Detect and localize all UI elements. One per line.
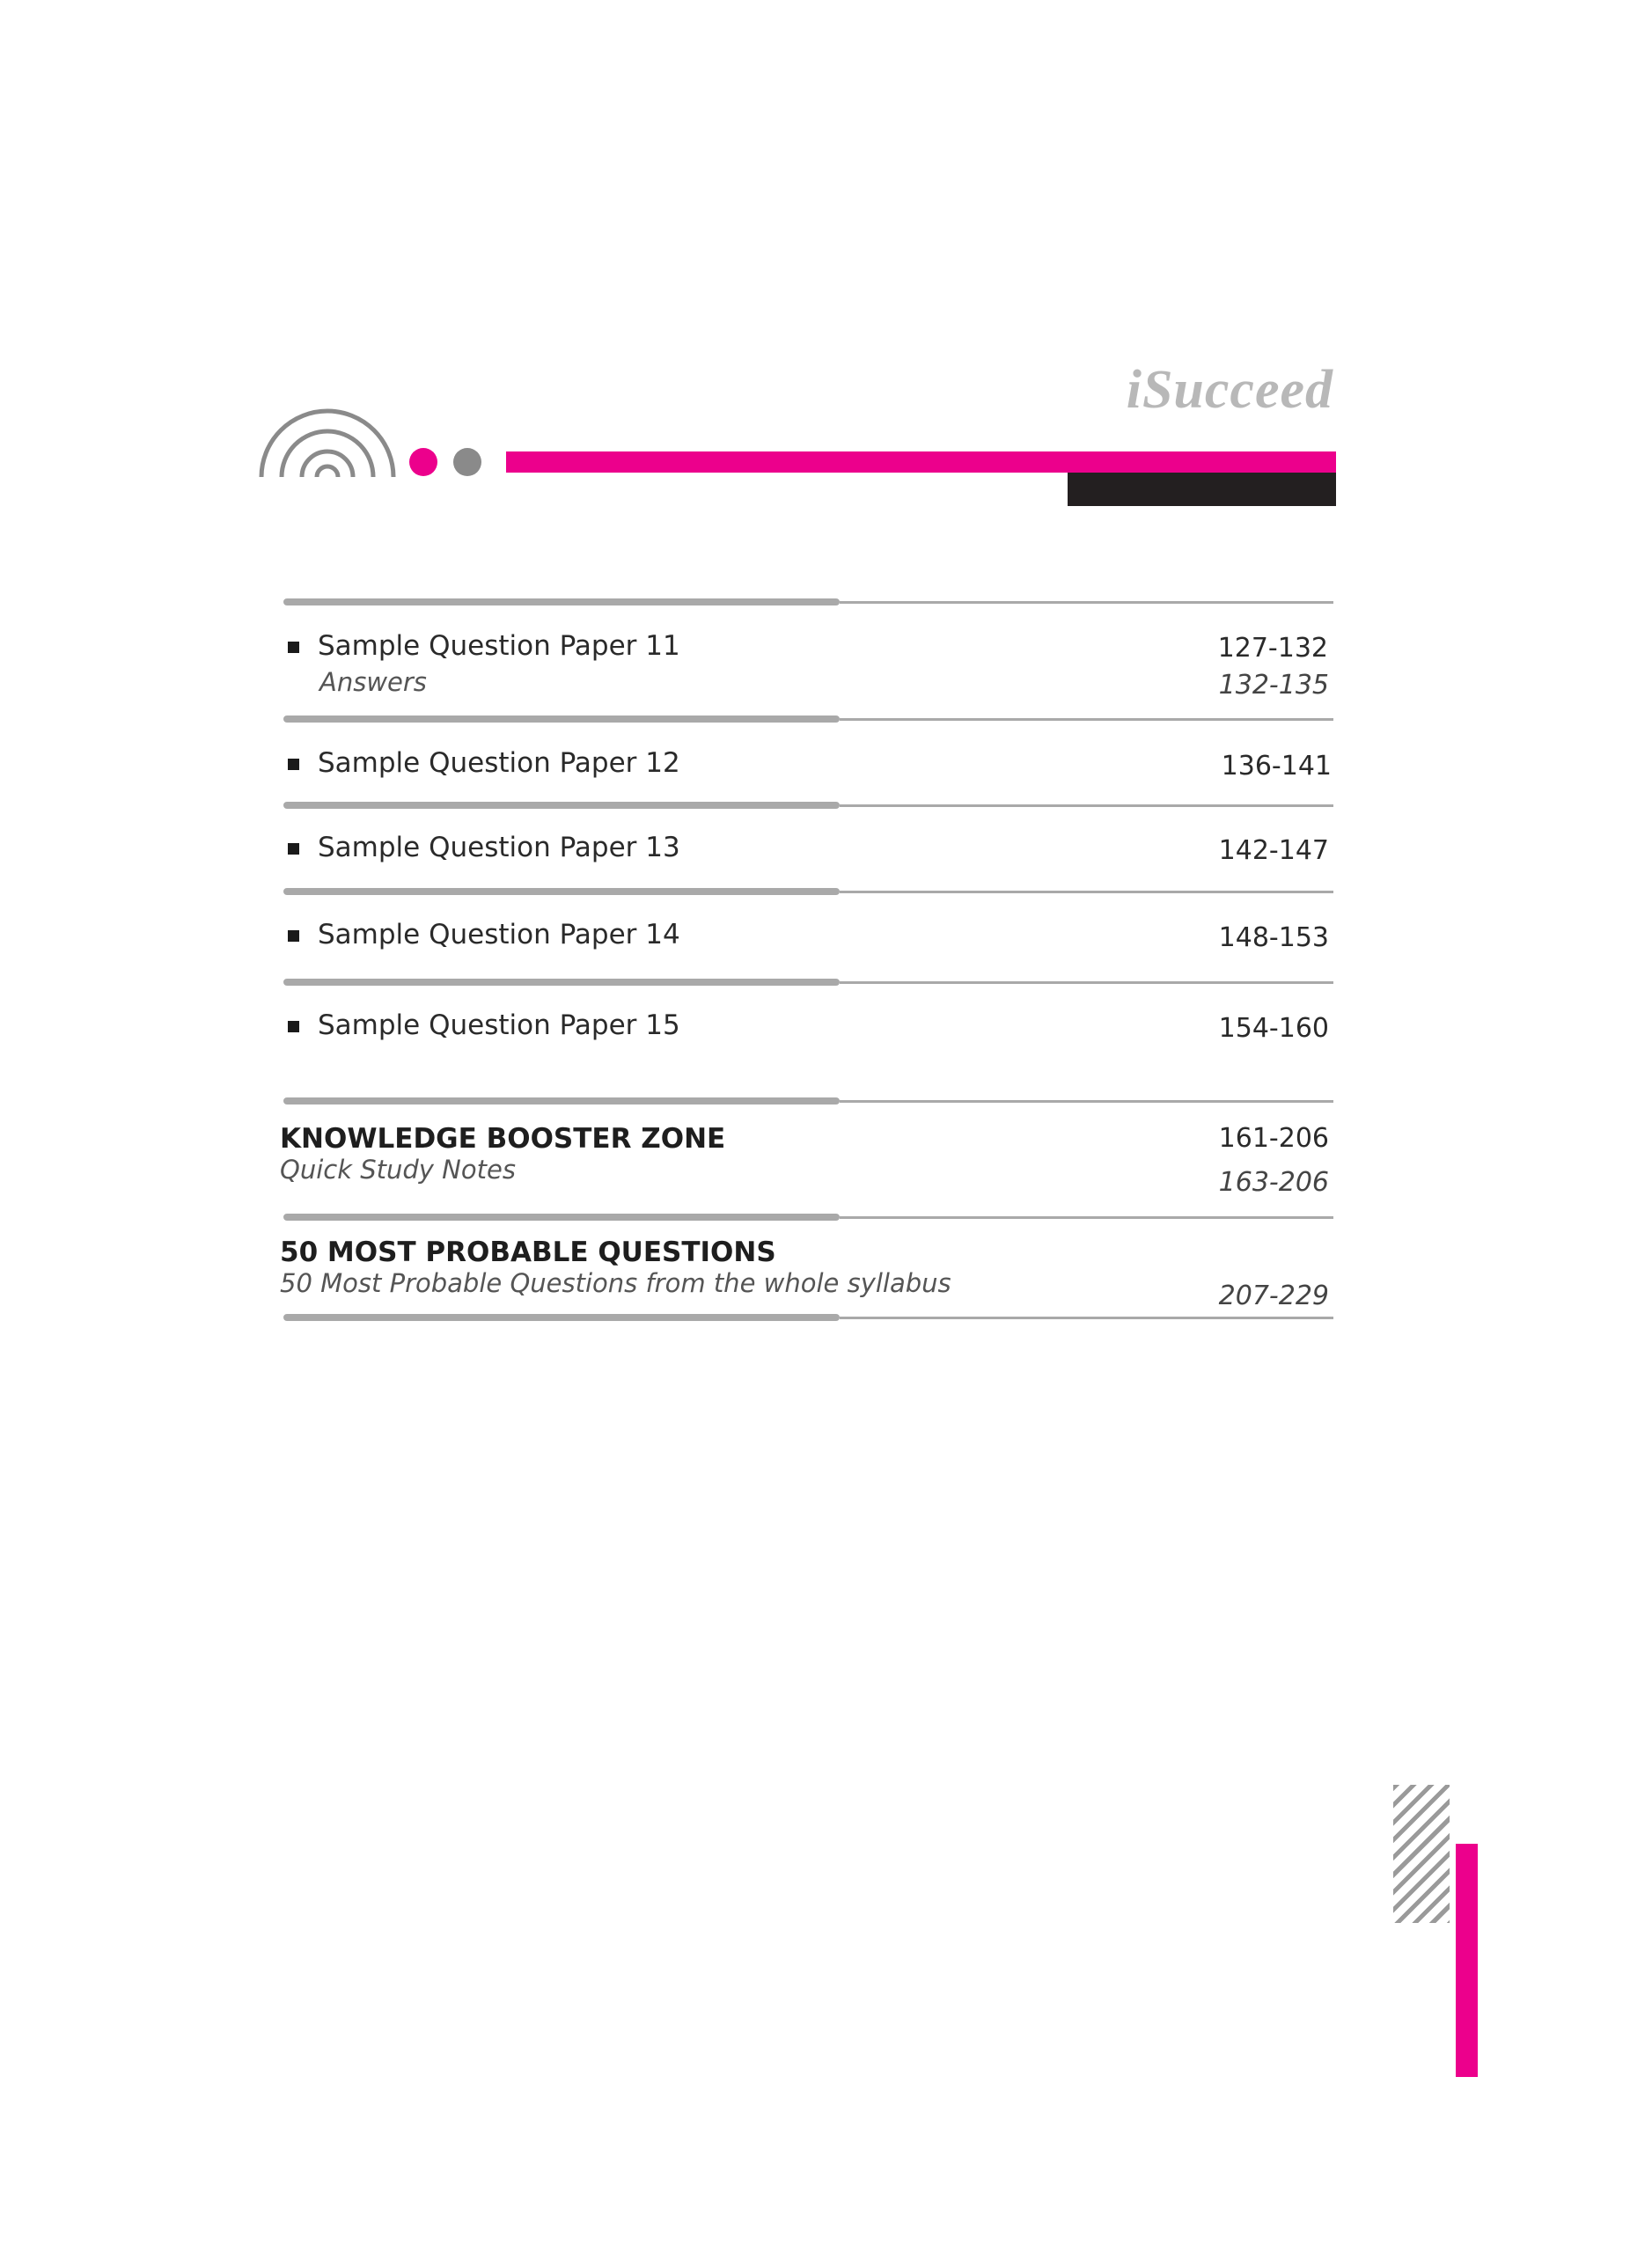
divider: [283, 801, 1333, 810]
divider: [283, 1097, 1333, 1105]
entry-sub-pages: 132-135: [1218, 670, 1329, 701]
header-black-bar: [1068, 473, 1336, 506]
concentric-arcs-icon: [257, 403, 398, 479]
entry-pages: 142-147: [1218, 835, 1329, 866]
bullet-icon: [288, 843, 299, 855]
entry-pages: 148-153: [1218, 922, 1329, 953]
section-pages: 161-206: [1218, 1123, 1329, 1154]
section-sub-pages: 207-229: [1218, 1281, 1329, 1311]
divider: [283, 598, 1333, 606]
divider: [283, 1313, 1333, 1322]
section-heading: 50 MOST PROBABLE QUESTIONS: [280, 1237, 776, 1268]
divider: [283, 887, 1333, 896]
grey-dot: [453, 448, 481, 476]
brand-logo: [1012, 350, 1333, 429]
hatched-decoration: [1393, 1785, 1450, 1923]
entry-title: Sample Question Paper 14: [318, 919, 680, 950]
bullet-icon: [288, 642, 299, 653]
entry-title: Sample Question Paper 11: [318, 630, 680, 662]
entry-pages: 154-160: [1218, 1013, 1329, 1044]
bullet-icon: [288, 930, 299, 942]
brand-name: Succeed: [1142, 360, 1333, 420]
entry-pages: 136-141: [1221, 751, 1332, 782]
entry-title: Sample Question Paper 15: [318, 1009, 680, 1041]
bullet-icon: [288, 759, 299, 770]
brand-prefix: i: [1126, 360, 1142, 420]
header-pink-bar: [506, 451, 1336, 473]
pink-dot: [409, 448, 437, 476]
divider: [283, 1213, 1333, 1222]
entry-pages: 127-132: [1217, 633, 1328, 664]
divider: [283, 978, 1333, 987]
entry-title: Sample Question Paper 12: [318, 747, 680, 779]
side-pink-bar: [1456, 1844, 1478, 2077]
entry-title: Sample Question Paper 13: [318, 832, 680, 863]
bullet-icon: [288, 1021, 299, 1032]
divider: [283, 715, 1333, 723]
section-heading: KNOWLEDGE BOOSTER ZONE: [280, 1123, 726, 1155]
section-sub-pages: 163-206: [1218, 1167, 1329, 1198]
entry-subtitle: Answers: [319, 667, 427, 697]
section-subtitle: Quick Study Notes: [280, 1155, 516, 1185]
section-subtitle: 50 Most Probable Questions from the whole syllabus: [280, 1268, 951, 1298]
